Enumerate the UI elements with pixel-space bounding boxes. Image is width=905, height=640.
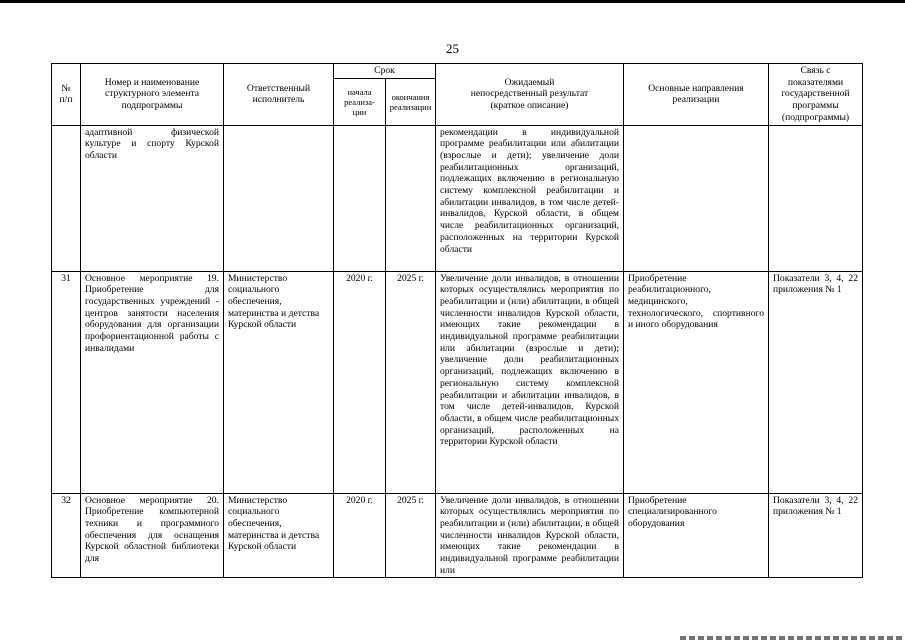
program-table bbox=[51, 63, 863, 578]
header-num: № п/п bbox=[52, 64, 81, 126]
row-result: Увеличение доли инвалидов, в отношении которых осуществлялись мероприятия по реабилитации и (или) абилитации, в общей численности инвалидов Курской области, имеющих такие рекомендации в индивидуальной программе реабилитации или bbox=[436, 493, 624, 578]
row-start bbox=[334, 125, 386, 271]
table-row bbox=[52, 271, 863, 493]
table-row bbox=[52, 493, 863, 578]
header-directions: Основные направления реализации bbox=[624, 64, 769, 126]
row-num: 32 bbox=[52, 493, 81, 578]
header-responsible: Ответственный исполнитель bbox=[224, 64, 334, 126]
row-directions: Приобретение специализированного оборудования bbox=[624, 493, 769, 578]
table-row bbox=[52, 125, 863, 271]
row-responsible: Министерство социального обеспечения, материнства и детства Курской области bbox=[224, 271, 334, 493]
page-number: 25 bbox=[446, 41, 459, 56]
row-responsible: Министерство социального обеспечения, материнства и детства Курской области bbox=[224, 493, 334, 578]
row-end bbox=[386, 125, 436, 271]
row-directions: Приобретение реабилитационного, медицинского, технологического, спортивного и иного оборудования bbox=[624, 271, 769, 493]
header-term: Срок bbox=[334, 64, 436, 79]
row-result: рекомендации в индивидуальной программе реабилитации или абилитации (взрослые и дети); увеличение доли реабилитационных организаций, подлежащих включению в региональную систему комплексной реабилитации и абилитации инвалидов, в том числе детей-инвалидов, Курской области, в общем числе реабилитационных организаций, расположенных на территории Курской области bbox=[436, 125, 624, 271]
row-name: адаптивной физической культуре и спорту Курской области bbox=[81, 125, 224, 271]
row-num bbox=[52, 125, 81, 271]
row-name: Основное мероприятие 19. Приобретение для государственных учреждений - центров занятости населения оборудования для организации профориентационной работы с инвалидами bbox=[81, 271, 224, 493]
header-result: Ожидаемый непосредственный результат (краткое описание) bbox=[436, 64, 624, 126]
row-end: 2025 г. bbox=[386, 493, 436, 578]
header-end: окончания реализации bbox=[386, 78, 436, 125]
row-directions bbox=[624, 125, 769, 271]
header-link: Связь с показателями государственной программы (подпрограммы) bbox=[769, 64, 863, 126]
row-num: 31 bbox=[52, 271, 81, 493]
scan-edge-mark bbox=[680, 636, 905, 640]
row-link: Показатели 3, 4, 22 приложения № 1 bbox=[769, 271, 863, 493]
page-top-border bbox=[0, 0, 905, 3]
row-end: 2025 г. bbox=[386, 271, 436, 493]
row-start: 2020 г. bbox=[334, 493, 386, 578]
header-start: начала реализа- ции bbox=[334, 78, 386, 125]
header-name: Номер и наименование структурного элемента подпрограммы bbox=[81, 64, 224, 126]
row-responsible bbox=[224, 125, 334, 271]
row-link bbox=[769, 125, 863, 271]
row-start: 2020 г. bbox=[334, 271, 386, 493]
row-result: Увеличение доли инвалидов, в отношении которых осуществлялись мероприятия по реабилитации и (или) абилитации, в общей численности инвалидов Курской области, имеющих такие рекомендации в индивидуальной программе реабилитации или абилитации (взрослые и дети); увеличение доли реабилитационных организаций, подлежащих включению в региональную систему комплексной реабилитации и абилитации инвалидов, в том числе детей-инвалидов, Курской области, в общем числе реабилитационных организаций, расположенных на территории Курской области bbox=[436, 271, 624, 493]
row-name: Основное мероприятие 20. Приобретение компьютерной техники и программного обеспечения для оснащения Курской областной библиотеки для bbox=[81, 493, 224, 578]
row-link: Показатели 3, 4, 22 приложения № 1 bbox=[769, 493, 863, 578]
